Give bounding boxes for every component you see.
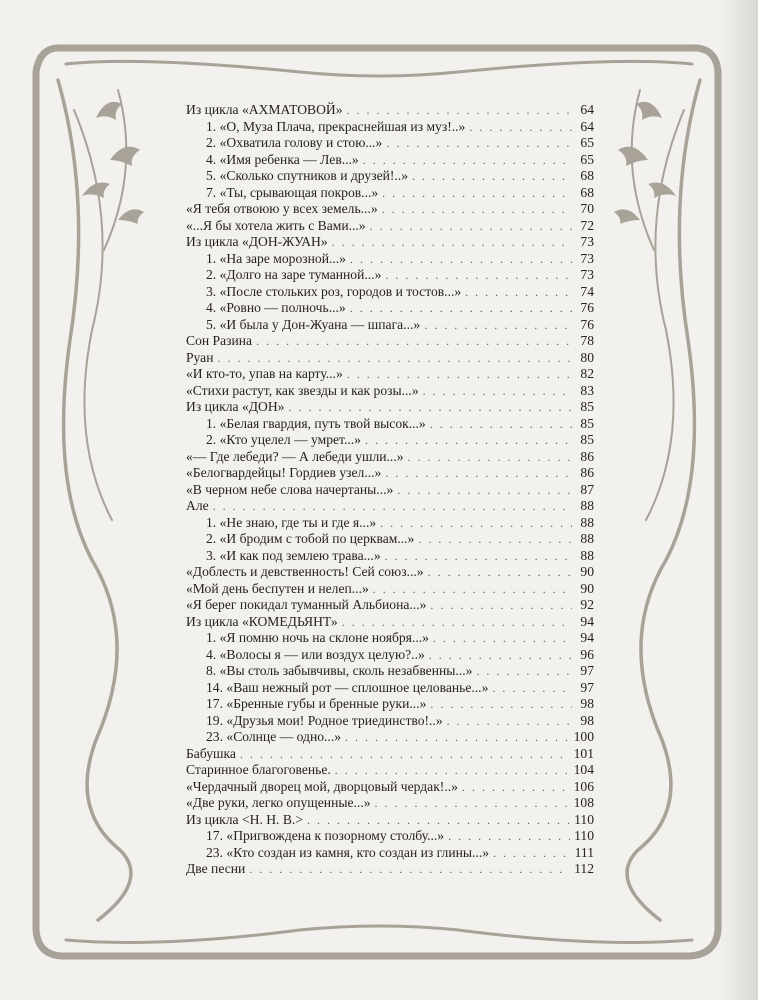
- toc-entry-page: 112: [574, 861, 594, 876]
- toc-entry-page: 68: [580, 184, 594, 200]
- toc-entry-title: 1. «О, Муза Плача, прекраснейшая из муз!..»: [206, 118, 466, 134]
- table-of-contents: [186, 102, 594, 878]
- toc-leader-dots: [370, 218, 572, 235]
- toc-entry-page: 97: [580, 663, 594, 678]
- frame-bottom-scroll: [66, 926, 692, 942]
- toc-leader-dots: [380, 515, 572, 532]
- toc-leader-dots: [492, 680, 572, 697]
- toc-entry: [186, 548, 594, 565]
- toc-entry-page: 106: [573, 778, 594, 794]
- toc-entry: [186, 350, 594, 367]
- toc-entry-title: 4. «Ровно — полночь...»: [206, 300, 346, 315]
- toc-entry: [186, 234, 594, 251]
- toc-entry-title: 4. «Имя ребенка — Лев...»: [206, 151, 359, 167]
- toc-entry-title: 1. «Не знаю, где ты и где я...»: [206, 514, 377, 530]
- toc-entry-title: 7. «Ты, срывающая покров...»: [206, 184, 379, 200]
- toc-leader-dots: [476, 663, 572, 680]
- toc-entry: [186, 383, 594, 400]
- toc-entry-title: Бабушка: [186, 745, 236, 761]
- toc-entry-page: 110: [574, 828, 594, 843]
- toc-leader-dots: [365, 432, 572, 449]
- toc-entry-title: 3. «И как под землею трава...»: [206, 547, 381, 563]
- toc-leader-dots: [430, 696, 572, 713]
- toc-entry: [186, 416, 594, 433]
- toc-entry: [186, 498, 594, 515]
- toc-entry-title: Из цикла «КОМЕДЬЯНТ»: [186, 613, 338, 629]
- toc-entry-page: 98: [580, 712, 594, 728]
- toc-entry: [186, 119, 594, 136]
- toc-entry: [186, 284, 594, 301]
- toc-entry: [186, 317, 594, 334]
- toc-entry-title: «...Я бы хотела жить с Вами...»: [186, 217, 366, 233]
- toc-entry: [186, 845, 594, 862]
- toc-entry: [186, 366, 594, 383]
- toc-entry-page: 86: [580, 465, 594, 480]
- toc-leader-dots: [465, 284, 572, 301]
- toc-entry: [186, 185, 594, 202]
- toc-leader-dots: [373, 581, 572, 598]
- toc-entry-title: 3. «После стольких роз, городов и тостов...»: [206, 283, 462, 299]
- toc-leader-dots: [335, 762, 570, 779]
- toc-leader-dots: [430, 597, 572, 614]
- toc-entry-page: 88: [580, 514, 594, 530]
- toc-entry-title: Из цикла <Н. Н. В.>: [186, 811, 303, 827]
- toc-leader-dots: [382, 185, 572, 202]
- toc-entry-page: 104: [573, 762, 594, 777]
- toc-leader-dots: [288, 399, 572, 416]
- toc-entry-title: Але: [186, 498, 209, 513]
- toc-entry-title: Руан: [186, 349, 214, 365]
- toc-leader-dots: [397, 482, 572, 499]
- toc-leader-dots: [412, 168, 572, 185]
- page-binding-shadow: [718, 0, 758, 1000]
- toc-leader-dots: [424, 317, 572, 334]
- toc-entry: [186, 102, 594, 119]
- toc-entry-page: 64: [580, 118, 594, 134]
- toc-leader-dots: [347, 366, 572, 383]
- toc-leader-dots: [350, 300, 572, 317]
- toc-entry: [186, 267, 594, 284]
- toc-entry-page: 73: [580, 267, 594, 282]
- toc-entry-title: 8. «Вы столь забывчивы, сколь незабвенны...»: [206, 663, 473, 678]
- toc-entry: [186, 713, 594, 730]
- toc-entry: [186, 482, 594, 499]
- toc-entry: [186, 399, 594, 416]
- toc-entry-page: 100: [573, 729, 594, 744]
- toc-leader-dots: [385, 267, 572, 284]
- toc-entry-title: 4. «Волосы я — или воздух целую?..»: [206, 646, 425, 662]
- toc-leader-dots: [418, 531, 572, 548]
- toc-entry-page: 65: [580, 135, 594, 150]
- toc-entry-page: 76: [580, 300, 594, 315]
- toc-leader-dots: [347, 102, 572, 119]
- toc-entry: [186, 812, 594, 829]
- toc-entry-page: 86: [580, 448, 594, 464]
- toc-entry-title: 2. «Долго на заре туманной...»: [206, 267, 382, 282]
- toc-entry: [186, 449, 594, 466]
- toc-entry-page: 68: [580, 168, 594, 183]
- toc-entry-page: 108: [573, 795, 594, 810]
- toc-leader-dots: [429, 647, 572, 664]
- toc-entry-title: «Я тебя отвоюю у всех земель...»: [186, 201, 378, 216]
- toc-entry: [186, 762, 594, 779]
- toc-entry-title: «Чердачный дворец мой, дворцовый чердак!..»: [186, 778, 458, 794]
- toc-leader-dots: [385, 548, 572, 565]
- toc-leader-dots: [342, 614, 572, 631]
- toc-entry-page: 73: [580, 234, 594, 249]
- toc-entry-title: 17. «Пригвождена к позорному столбу...»: [206, 828, 445, 843]
- toc-leader-dots: [408, 449, 572, 466]
- toc-entry-title: «Белогвардейцы! Гордиев узел...»: [186, 465, 382, 480]
- toc-leader-dots: [469, 119, 572, 136]
- frame-top-scroll: [66, 61, 692, 76]
- toc-leader-dots: [345, 729, 570, 746]
- toc-entry-page: 80: [580, 349, 594, 365]
- toc-entry-title: Старинное благоговенье.: [186, 762, 331, 777]
- toc-leader-dots: [428, 564, 572, 581]
- toc-entry-title: 5. «Сколько спутников и друзей!..»: [206, 168, 409, 183]
- toc-entry-page: 74: [580, 283, 594, 299]
- toc-entry: [186, 597, 594, 614]
- toc-entry-page: 85: [580, 432, 594, 447]
- toc-entry: [186, 152, 594, 169]
- toc-entry-page: 65: [580, 151, 594, 167]
- toc-entry-title: 1. «На заре морозной...»: [206, 250, 346, 266]
- toc-entry: [186, 251, 594, 268]
- toc-entry-title: 19. «Друзья мои! Родное триединство!..»: [206, 712, 443, 728]
- toc-entry: [186, 663, 594, 680]
- toc-entry-page: 73: [580, 250, 594, 266]
- toc-entry-title: 17. «Бренные губы и бренные руки...»: [206, 696, 427, 711]
- toc-entry-title: «Стихи растут, как звезды и как розы...»: [186, 382, 419, 398]
- toc-leader-dots: [386, 135, 572, 152]
- toc-entry-title: 23. «Солнце — одно...»: [206, 729, 342, 744]
- toc-leader-dots: [462, 779, 570, 796]
- toc-entry-page: 110: [574, 811, 594, 827]
- toc-leader-dots: [447, 713, 572, 730]
- toc-entry: [186, 680, 594, 697]
- toc-entry-page: 78: [580, 333, 594, 348]
- toc-leader-dots: [256, 333, 572, 350]
- toc-entry-title: 23. «Кто создан из камня, кто создан из глины...»: [206, 844, 490, 860]
- toc-entry: [186, 465, 594, 482]
- toc-entry-page: 85: [580, 399, 594, 414]
- toc-entry-title: Две песни: [186, 861, 246, 876]
- toc-entry-page: 76: [580, 316, 594, 332]
- toc-entry-page: 94: [580, 630, 594, 645]
- toc-leader-dots: [382, 201, 572, 218]
- toc-entry-title: 2. «Охватила голову и стою...»: [206, 135, 383, 150]
- toc-entry: [186, 432, 594, 449]
- toc-entry-page: 90: [580, 580, 594, 596]
- toc-entry: [186, 201, 594, 218]
- toc-entry-page: 83: [580, 382, 594, 398]
- toc-leader-dots: [350, 251, 572, 268]
- toc-entry: [186, 795, 594, 812]
- toc-leader-dots: [240, 746, 570, 763]
- toc-entry: [186, 647, 594, 664]
- toc-entry-page: 98: [580, 696, 594, 711]
- toc-entry: [186, 531, 594, 548]
- toc-entry: [186, 515, 594, 532]
- toc-entry-title: 2. «Кто уцелел — умрет...»: [206, 432, 361, 447]
- toc-entry: [186, 135, 594, 152]
- toc-entry-page: 101: [573, 745, 594, 761]
- toc-leader-dots: [423, 383, 572, 400]
- toc-entry-title: 1. «Я помню ночь на склоне ноября...»: [206, 630, 429, 645]
- toc-leader-dots: [375, 795, 570, 812]
- toc-entry: [186, 828, 594, 845]
- toc-entry-title: Из цикла «ДОН-ЖУАН»: [186, 234, 328, 249]
- toc-entry: [186, 581, 594, 598]
- toc-entry: [186, 630, 594, 647]
- toc-leader-dots: [249, 861, 570, 878]
- toc-entry: [186, 861, 594, 878]
- toc-entry: [186, 218, 594, 235]
- toc-entry-title: «Я берег покидал туманный Альбиона...»: [186, 597, 427, 612]
- toc-entry-page: 88: [580, 498, 594, 513]
- toc-entry-title: «— Где лебеди? — А лебеди ушли...»: [186, 448, 404, 464]
- toc-leader-dots: [493, 845, 571, 862]
- toc-entry-page: 90: [580, 564, 594, 579]
- toc-entry: [186, 614, 594, 631]
- toc-entry: [186, 168, 594, 185]
- toc-entry-page: 96: [580, 646, 594, 662]
- toc-entry-title: 5. «И была у Дон-Жуана — шпага...»: [206, 316, 421, 332]
- toc-leader-dots: [218, 350, 573, 367]
- toc-entry-title: 1. «Белая гвардия, путь твой высок...»: [206, 415, 426, 431]
- toc-entry-page: 88: [580, 547, 594, 563]
- toc-entry-page: 94: [580, 613, 594, 629]
- toc-entry-page: 72: [580, 217, 594, 233]
- toc-entry: [186, 779, 594, 796]
- toc-leader-dots: [363, 152, 572, 169]
- toc-leader-dots: [332, 234, 572, 251]
- toc-entry-page: 92: [580, 597, 594, 612]
- toc-entry-title: Из цикла «АХМАТОВОЙ»: [186, 102, 343, 117]
- toc-leader-dots: [448, 828, 570, 845]
- toc-entry-title: «И кто-то, упав на карту...»: [186, 366, 343, 381]
- toc-entry: [186, 333, 594, 350]
- toc-entry-title: «Мой день беспутен и нелеп...»: [186, 580, 369, 596]
- toc-leader-dots: [307, 812, 570, 829]
- toc-entry-title: Из цикла «ДОН»: [186, 399, 285, 414]
- toc-entry-page: 70: [580, 201, 594, 216]
- toc-entry: [186, 729, 594, 746]
- toc-entry-title: «Две руки, легко опущенные...»: [186, 795, 371, 810]
- toc-entry-page: 85: [580, 415, 594, 431]
- toc-entry: [186, 696, 594, 713]
- toc-entry-page: 64: [580, 102, 594, 117]
- toc-entry-title: 14. «Ваш нежный рот — сплошное целованье...»: [206, 679, 489, 695]
- toc-entry: [186, 746, 594, 763]
- toc-entry: [186, 564, 594, 581]
- toc-entry-page: 111: [574, 844, 594, 860]
- toc-entry-title: «В черном небе слова начертаны...»: [186, 481, 394, 497]
- toc-entry-title: «Доблесть и девственность! Сей союз...»: [186, 564, 424, 579]
- toc-entry-page: 97: [580, 679, 594, 695]
- toc-leader-dots: [213, 498, 572, 515]
- toc-entry-page: 87: [580, 481, 594, 497]
- toc-leader-dots: [433, 630, 572, 647]
- toc-entry-page: 82: [580, 366, 594, 381]
- toc-leader-dots: [430, 416, 572, 433]
- toc-entry-title: Сон Разина: [186, 333, 253, 348]
- toc-entry-title: 2. «И бродим с тобой по церквам...»: [206, 531, 415, 546]
- toc-leader-dots: [385, 465, 572, 482]
- toc-entry-page: 88: [580, 531, 594, 546]
- toc-entry: [186, 300, 594, 317]
